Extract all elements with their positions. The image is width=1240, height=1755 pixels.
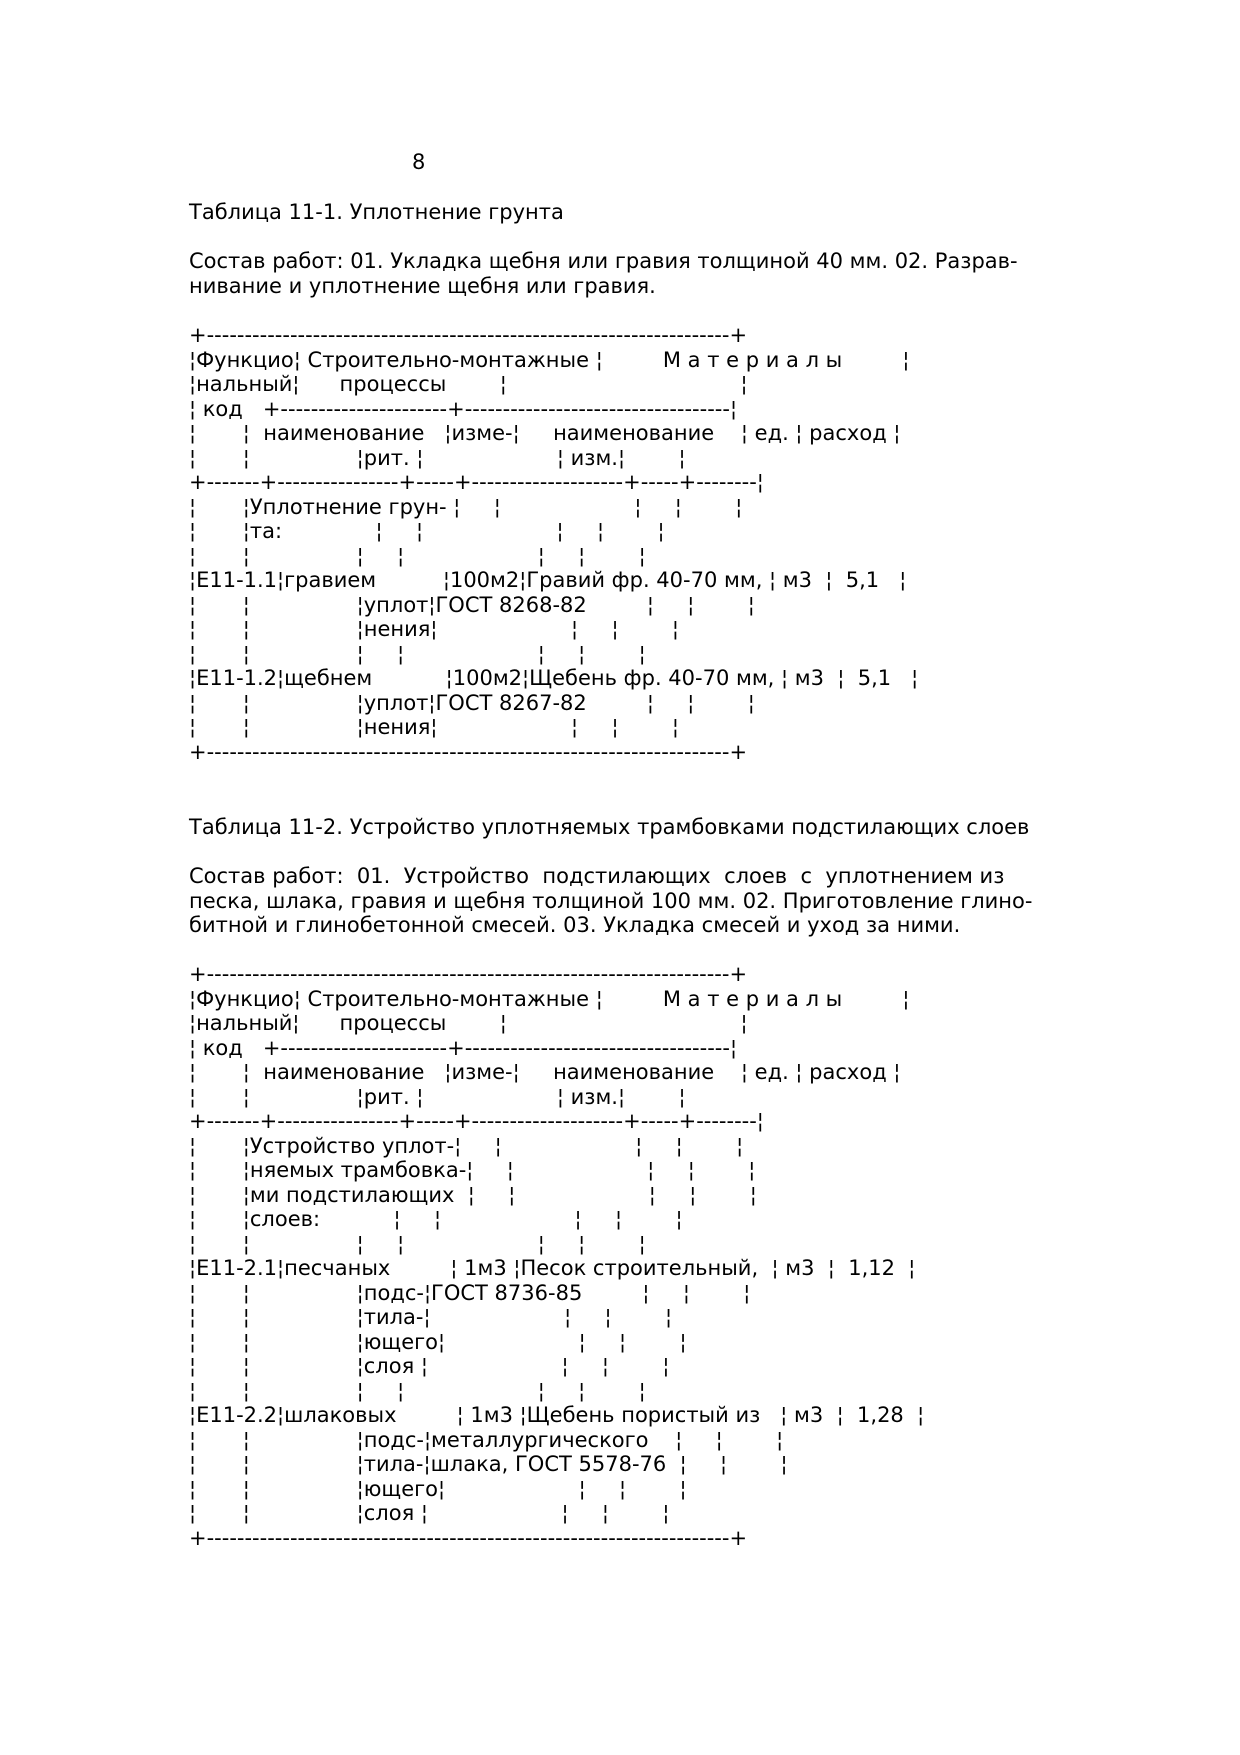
table-11-1-title: Таблица 11-1. Уплотнение грунта <box>189 200 564 224</box>
page-number: 8 <box>412 150 426 174</box>
table-11-2-composition: Состав работ: 01. Устройство подстилающих слоев с уплотнением из песка, шлака, гравия и щебня толщиной 100 мм. 02. Приготовление глино- битной и глинобетонной смесей. 03. Укладка смесей и уход за ними. <box>189 864 1033 937</box>
table-11-1-composition: Состав работ: 01. Укладка щебня или гравия толщиной 40 мм. 02. Разрав- нивание и уплотнение щебня или гравия. <box>189 249 1018 298</box>
table-11-2-grid: +---------------------------------------------------------------------+ ¦Функцио¦ Строительно-монтажные ¦ М а т е р и а л ы ¦ ¦нальный¦ процессы ¦ ¦ ¦ код +----------------------+-----------------------------------¦ ¦ ¦ наименование ¦изме-¦ наименование ¦ ед. ¦ расход ¦ ¦ ¦ ¦рит. ¦ ¦ изм.¦ ¦ +-------+----------------+-----+--------------------+-----+--------¦ ¦ ¦Устройство уплот-¦ ¦ ¦ ¦ ¦ ¦ ¦няемых трамбовка-¦ ¦ ¦ ¦ ¦ ¦ ¦ми подстилающих ¦ ¦ ¦ ¦ ¦ ¦ ¦слоев: ¦ ¦ ¦ ¦ ¦ ¦ ¦ ¦ ¦ ¦ ¦ ¦ ¦Е11-2.1¦песчаных ¦ 1м3 ¦Песок строительный, ¦ м3 ¦ 1,12 ¦ ¦ ¦ ¦подс-¦ГОСТ 8736-85 ¦ ¦ ¦ ¦ ¦ ¦тила-¦ ¦ ¦ ¦ ¦ ¦ ¦ющего¦ ¦ ¦ ¦ ¦ ¦ ¦слоя ¦ ¦ ¦ ¦ ¦ ¦ ¦ ¦ ¦ ¦ ¦ ¦Е11-2.2¦шлаковых ¦ 1м3 ¦Щебень пористый из ¦ м3 ¦ 1,28 ¦ ¦ ¦ ¦подс-¦металлургического ¦ ¦ ¦ ¦ ¦ ¦тила-¦шлака, ГОСТ 5578-76 ¦ ¦ ¦ ¦ ¦ ¦ющего¦ ¦ ¦ ¦ ¦ ¦ ¦слоя ¦ ¦ ¦ ¦ +---------------------------------------------------------------------+ <box>189 962 925 1550</box>
table-11-2-title: Таблица 11-2. Устройство уплотняемых трамбовками подстилающих слоев <box>189 815 1030 839</box>
table-11-1-grid: +---------------------------------------------------------------------+ ¦Функцио¦ Строительно-монтажные ¦ М а т е р и а л ы ¦ ¦нальный¦ процессы ¦ ¦ ¦ код +----------------------+-----------------------------------¦ ¦ ¦ наименование ¦изме-¦ наименование ¦ ед. ¦ расход ¦ ¦ ¦ ¦рит. ¦ ¦ изм.¦ ¦ +-------+----------------+-----+--------------------+-----+--------¦ ¦ ¦Уплотнение грун- ¦ ¦ ¦ ¦ ¦ ¦ ¦та: ¦ ¦ ¦ ¦ ¦ ¦ ¦ ¦ ¦ ¦ ¦ ¦ ¦Е11-1.1¦гравием ¦100м2¦Гравий фр. 40-70 мм, ¦ м3 ¦ 5,1 ¦ ¦ ¦ ¦уплот¦ГОСТ 8268-82 ¦ ¦ ¦ ¦ ¦ ¦нения¦ ¦ ¦ ¦ ¦ ¦ ¦ ¦ ¦ ¦ ¦ ¦Е11-1.2¦щебнем ¦100м2¦Щебень фр. 40-70 мм, ¦ м3 ¦ 5,1 ¦ ¦ ¦ ¦уплот¦ГОСТ 8267-82 ¦ ¦ ¦ ¦ ¦ ¦нения¦ ¦ ¦ ¦ +---------------------------------------------------------------------+ <box>189 323 919 764</box>
